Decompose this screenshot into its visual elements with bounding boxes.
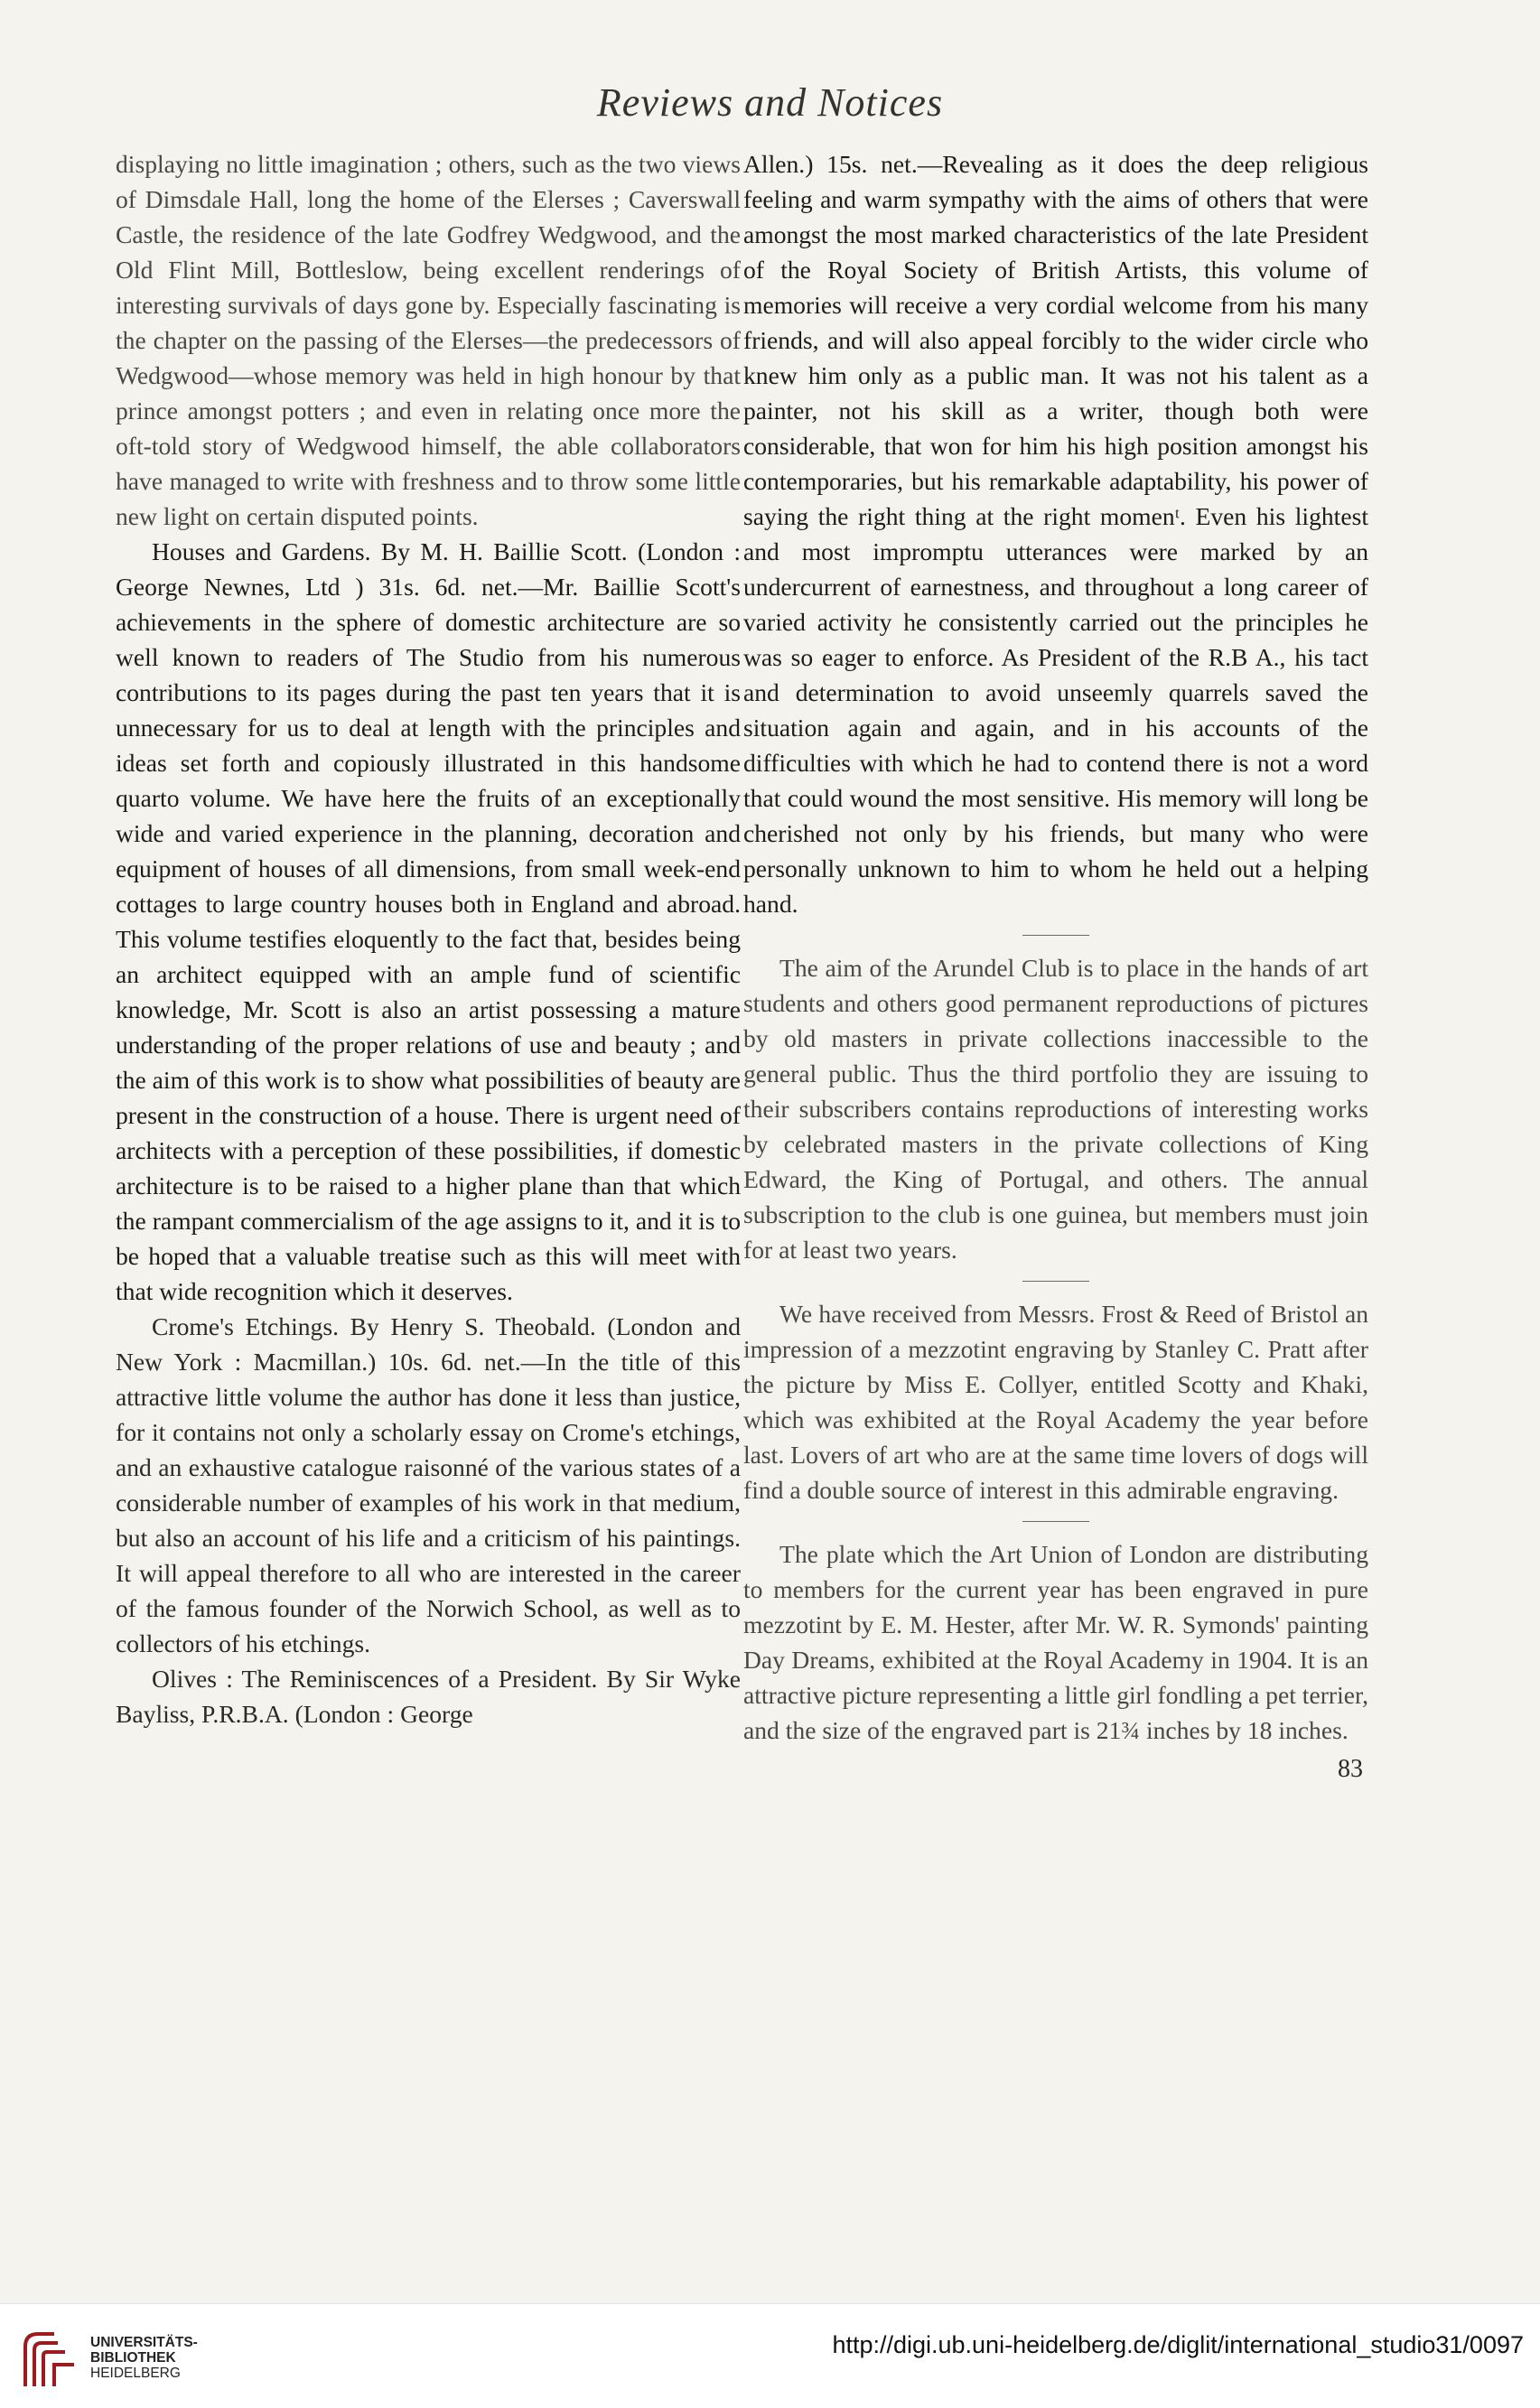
review-olives-continued: Allen.) 15s. net.—Revealing as it does the deep religious feeling and warm sympathy with the aims of others that were amongst the most marked characteristics of the late President of the Royal Society of British Artists, this volume of memories will receive a very cordial welcome from his many friends, and will also appeal forcibly to the wider circle who knew him only as a public man. It was not his talent as a painter, not his skill as a writer, though both were considerable, that won for him his high position amongst his contemporaries, but his remarkable adaptability, his power of saying the right thing at the right momenᵗ. Even his lightest and most impromptu utterances were marked by an undercurrent of earnestness, and throughout a long career of varied activity he consistently carried out the principles he was so eager to enforce. As President of the R.B A., his tact and determination to avoid unseemly quarrels saved the situation again and again, and in his accounts of the difficulties with which he had to contend there is not a word that could wound the most sensitive. His memory will long be cherished not only by his friends, but many who were personally unknown to him to whom he held out a helping hand. <box>743 150 1368 918</box>
notice-arundel-club: The aim of the Arundel Club is to place in the hands of art students and others good permanent reproductions of pictures by old masters in private collections inaccessible to the general public. Thus the third portfolio they are issuing to their subscribers contains reproductions of interesting works by celebrated masters in the private collections of King Edward, the King of Portugal, and others. The annual subscription to the club is one guinea, but members must join for at least two years. <box>743 954 1368 1264</box>
section-divider <box>1022 1521 1089 1522</box>
review-cromes-etchings: Crome's Etchings. By Henry S. Theobald. (London and New York : Macmillan.) 10s. 6d. net.—In the title of this attractive little volume the author has done it less than justice, for it contains not only a scholarly essay on Crome's etchings, and an exhaustive catalogue raisonné of the various states of a considerable number of examples of his work in that medium, but also an account of his life and a criticism of his paintings. It will appeal therefore to all who are interested in the career of the famous founder of the Norwich School, as well as to collectors of his etchings. <box>116 1312 741 1657</box>
ub-heidelberg-logo-icon <box>18 2329 79 2390</box>
paragraph-continuation: displaying no little imagination ; others, such as the two views of Dimsdale Hall, long the home of the Elerses ; Caverswall Castle, the residence of the late Godfrey Wedgwood, and the Old Flint Mill, Bottleslow, being excellent renderings of interesting survivals of days gone by. Especially fascinating is the chapter on the passing of the Elerses—the predecessors of Wedgwood—whose memory was held in high honour by that prince amongst potters ; and even in relating once more the oft-told story of Wedgwood himself, the able collaborators have managed to write with freshness and to throw some little new light on certain disputed points. <box>116 150 741 530</box>
review-houses-and-gardens: Houses and Gardens. By M. H. Baillie Scott. (London : George Newnes, Ltd ) 31s. 6d. net.—Mr. Baillie Scott's achievements in the sphere of domestic architecture are so well known to readers of The Studio from his numerous contributions to its pages during the past ten years that it is unnecessary for us to deal at length with the principles and ideas set forth and copiously illustrated in this handsome quarto volume. We have here the fruits of an exceptionally wide and varied experience in the planning, decoration and equipment of houses of all dimensions, from small week-end cottages to large country houses both in England and abroad. This volume testifies eloquently to the fact that, besides being an architect equipped with an ample fund of scientific knowledge, Mr. Scott is also an artist possessing a mature understanding of the proper relations of use and beauty ; and the aim of this work is to show what possibilities of beauty are present in the construction of a house. There is urgent need of architects with a perception of these possibilities, if domestic architecture is to be raised to a higher plane than that which the rampant commercialism of the age assigns to it, and it is to be hoped that a valuable treatise such as this will meet with that wide recognition which it deserves. <box>116 537 741 1305</box>
notice-art-union: The plate which the Art Union of London are distributing to members for the current year has been engraved in pure mezzotint by E. M. Hester, after Mr. W. R. Symonds' painting Day Dreams, exhibited at the Royal Academy in 1904. It is an attractive picture representing a little girl fondling a pet terrier, and the size of the engraved part is 21¾ inches by 18 inches. <box>743 1540 1368 1744</box>
running-header: Reviews and Notices <box>596 80 944 125</box>
right-column <box>743 146 1368 1787</box>
library-name: UNIVERSITÄTS- BIBLIOTHEK HEIDELBERG <box>90 2335 198 2381</box>
page-number: 83 <box>1338 1755 1363 1783</box>
review-olives-start: Olives : The Reminiscences of a President. By Sir Wyke Bayliss, P.R.B.A. (London : George <box>116 1665 741 1728</box>
notice-frost-and-reed: We have received from Messrs. Frost & Reed of Bristol an impression of a mezzotint engraving by Stanley C. Pratt after the picture by Miss E. Collyer, entitled Scotty and Khaki, which was exhibited at the Royal Academy the year before last. Lovers of art who are at the same time lovers of dogs will find a double source of interest in this admirable engraving. <box>743 1300 1368 1504</box>
section-divider <box>1022 1281 1089 1282</box>
section-divider <box>1022 935 1089 936</box>
source-url-link[interactable]: http://digi.ub.uni-heidelberg.de/diglit/international_studio31/0097 <box>832 2331 1524 2358</box>
left-column <box>116 146 741 1731</box>
library-footer <box>0 2303 1540 2408</box>
